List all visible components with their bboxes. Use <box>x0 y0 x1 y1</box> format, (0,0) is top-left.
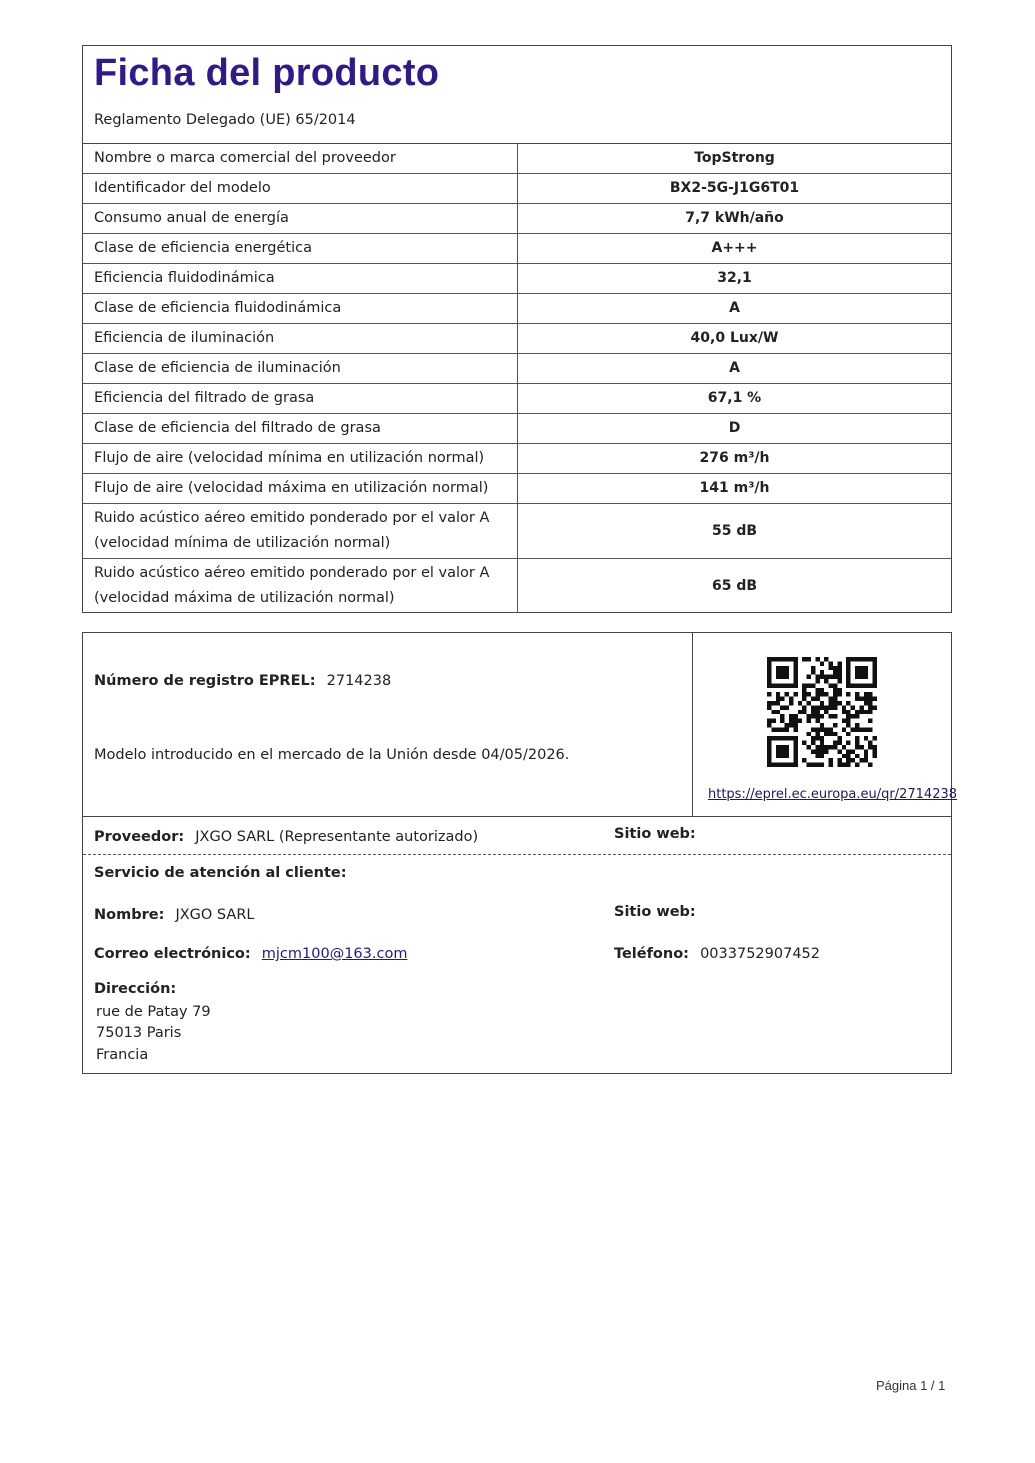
table-row <box>83 144 951 174</box>
spec-label-line: Ruido acústico aéreo emitido ponderado por el valor A <box>94 565 490 581</box>
spec-label-line: Ruido acústico aéreo emitido ponderado por el valor A <box>94 510 490 526</box>
spec-label: Consumo anual de energía <box>83 204 518 234</box>
product-sheet-box <box>82 45 952 613</box>
spec-value: TopStrong <box>694 150 775 166</box>
qr-code-icon[interactable] <box>767 657 877 767</box>
supplier-label: Proveedor: <box>94 829 185 845</box>
spec-value: BX2-5G-J1G6T01 <box>518 174 952 204</box>
cs-address-label: Dirección: <box>94 981 177 997</box>
spec-value: 32,1 <box>518 264 952 294</box>
spec-label: Flujo de aire (velocidad mínima en utilización normal) <box>83 444 518 474</box>
page-number: Página 1 / 1 <box>876 1378 946 1393</box>
table-row <box>83 204 951 234</box>
spec-label-line: (velocidad mínima de utilización normal) <box>94 535 391 551</box>
table-row <box>83 294 951 324</box>
spec-label: Eficiencia fluidodinámica <box>83 264 518 294</box>
table-row <box>83 504 951 559</box>
spec-label: Eficiencia de iluminación <box>83 324 518 354</box>
spec-value: 40,0 Lux/W <box>518 324 952 354</box>
spec-label: Identificador del modelo <box>83 174 518 204</box>
supplier-info-box <box>82 632 958 1074</box>
spec-label <box>83 504 518 559</box>
spec-value: 7,7 kWh/año <box>518 204 952 234</box>
eprel-label: Número de registro EPREL: <box>94 673 316 689</box>
specs-table <box>83 144 951 613</box>
spec-value: 67,1 % <box>518 384 952 414</box>
cs-name-label: Nombre: <box>94 907 165 923</box>
table-row <box>83 264 951 294</box>
spec-label: Clase de eficiencia de iluminación <box>83 354 518 384</box>
supplier <box>94 826 478 845</box>
spec-value: A <box>518 294 952 324</box>
cs-name-value: JXGO SARL <box>175 907 255 923</box>
market-date-text: Modelo introducido en el mercado de la Unión desde 04/05/2026. <box>94 747 570 763</box>
table-row <box>83 324 951 354</box>
spec-label: Clase de eficiencia del filtrado de grasa <box>83 414 518 444</box>
page-title: Ficha del producto <box>94 52 440 94</box>
spec-label: Flujo de aire (velocidad máxima en utilización normal) <box>83 474 518 504</box>
regulation-reference: Reglamento Delegado (UE) 65/2014 <box>94 112 356 128</box>
table-row <box>83 474 951 504</box>
spec-value: A <box>518 354 952 384</box>
cs-email <box>94 943 407 962</box>
cs-address-line: Francia <box>96 1047 149 1063</box>
cs-phone-value: 0033752907452 <box>700 946 820 962</box>
cs-address-line: 75013 Paris <box>96 1025 182 1041</box>
spec-value: D <box>518 414 952 444</box>
customer-service-heading: Servicio de atención al cliente: <box>94 865 347 881</box>
cs-address-line: rue de Patay 79 <box>96 1004 211 1020</box>
spec-label: Clase de eficiencia fluidodinámica <box>83 294 518 324</box>
eprel-registration <box>94 670 391 689</box>
table-row <box>83 444 951 474</box>
supplier-value: JXGO SARL (Representante autorizado) <box>195 829 479 845</box>
spec-label-line: (velocidad máxima de utilización normal) <box>94 590 395 606</box>
table-row <box>83 384 951 414</box>
eprel-number: 2714238 <box>326 673 392 689</box>
registration-section <box>83 633 958 817</box>
supplier-website-label: Sitio web: <box>614 826 696 842</box>
table-row <box>83 414 951 444</box>
table-row <box>83 174 951 204</box>
registration-details <box>83 633 693 816</box>
cs-email-label: Correo electrónico: <box>94 946 251 962</box>
table-row <box>83 234 951 264</box>
spec-label <box>83 559 518 614</box>
table-row <box>83 354 951 384</box>
spec-value: 65 dB <box>518 559 952 614</box>
cs-name <box>94 904 254 923</box>
cs-phone <box>614 943 820 962</box>
supplier-row <box>83 816 951 855</box>
spec-label: Clase de eficiencia energética <box>83 234 518 264</box>
spec-value: 276 m³/h <box>518 444 952 474</box>
spec-value: 141 m³/h <box>518 474 952 504</box>
qr-link[interactable]: https://eprel.ec.europa.eu/qr/2714238 <box>708 787 958 802</box>
cs-email-link[interactable]: mjcm100@163.com <box>261 946 408 962</box>
spec-label: Nombre o marca comercial del proveedor <box>83 144 518 174</box>
sheet-header <box>83 46 951 144</box>
spec-label: Eficiencia del filtrado de grasa <box>83 384 518 414</box>
spec-value: A+++ <box>518 234 952 264</box>
cs-website-label: Sitio web: <box>614 904 696 920</box>
spec-value: 55 dB <box>518 504 952 559</box>
cs-phone-label: Teléfono: <box>614 946 689 962</box>
table-row <box>83 559 951 614</box>
